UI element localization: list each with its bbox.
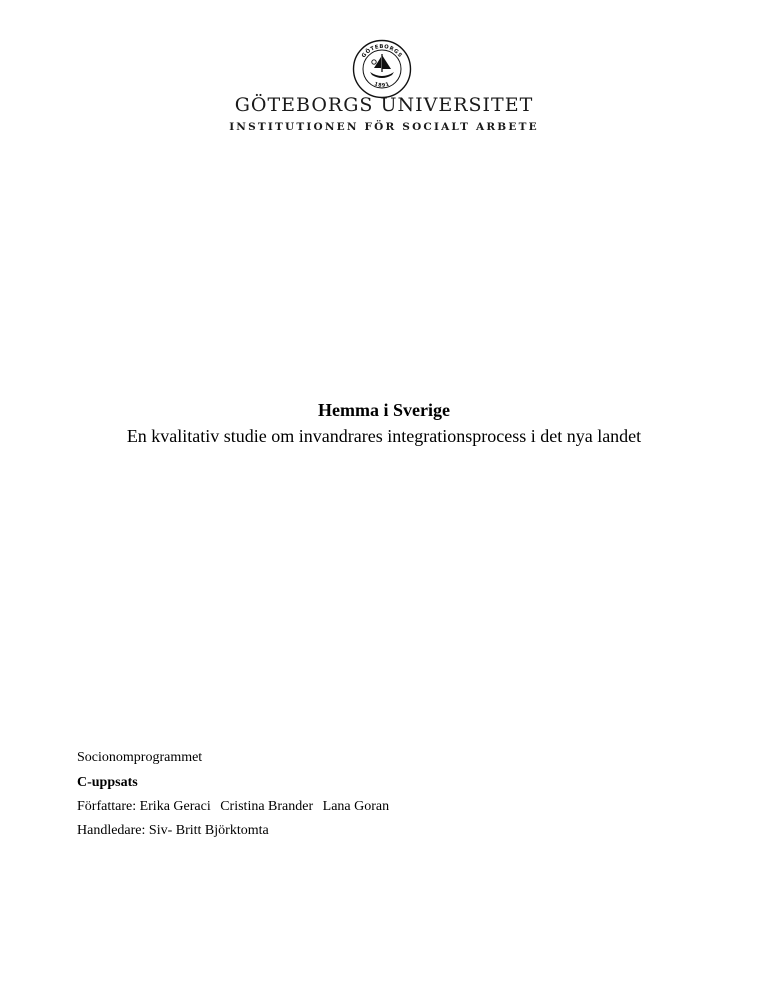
authors-line — [77, 799, 389, 815]
department-name: INSTITUTIONEN FÖR SOCIALT ARBETE — [229, 121, 539, 133]
authors-label: Författare: — [77, 799, 137, 814]
program-name: Socionomprogrammet — [77, 750, 203, 765]
author-name: Cristina Brander — [220, 799, 314, 814]
supervisor-label: Handledare: — [77, 823, 146, 838]
author-name: Lana Goran — [322, 799, 390, 814]
university-name: GÖTEBORGS UNIVERSITET — [234, 94, 534, 116]
document-title: Hemma i Sverige — [318, 400, 450, 420]
svg-text:1891: 1891 — [373, 81, 391, 89]
thesis-type: C-uppsats — [77, 775, 138, 790]
supervisor-line — [77, 823, 269, 839]
university-seal-icon — [352, 39, 412, 99]
supervisor-name: Siv- Britt Björktomta — [148, 823, 269, 838]
document-subtitle: En kvalitativ studie om invandrares integrationsprocess i det nya landet — [126, 426, 642, 446]
svg-text:GÖTEBORGS: GÖTEBORGS — [360, 43, 404, 60]
author-name: Erika Geraci — [139, 799, 211, 814]
